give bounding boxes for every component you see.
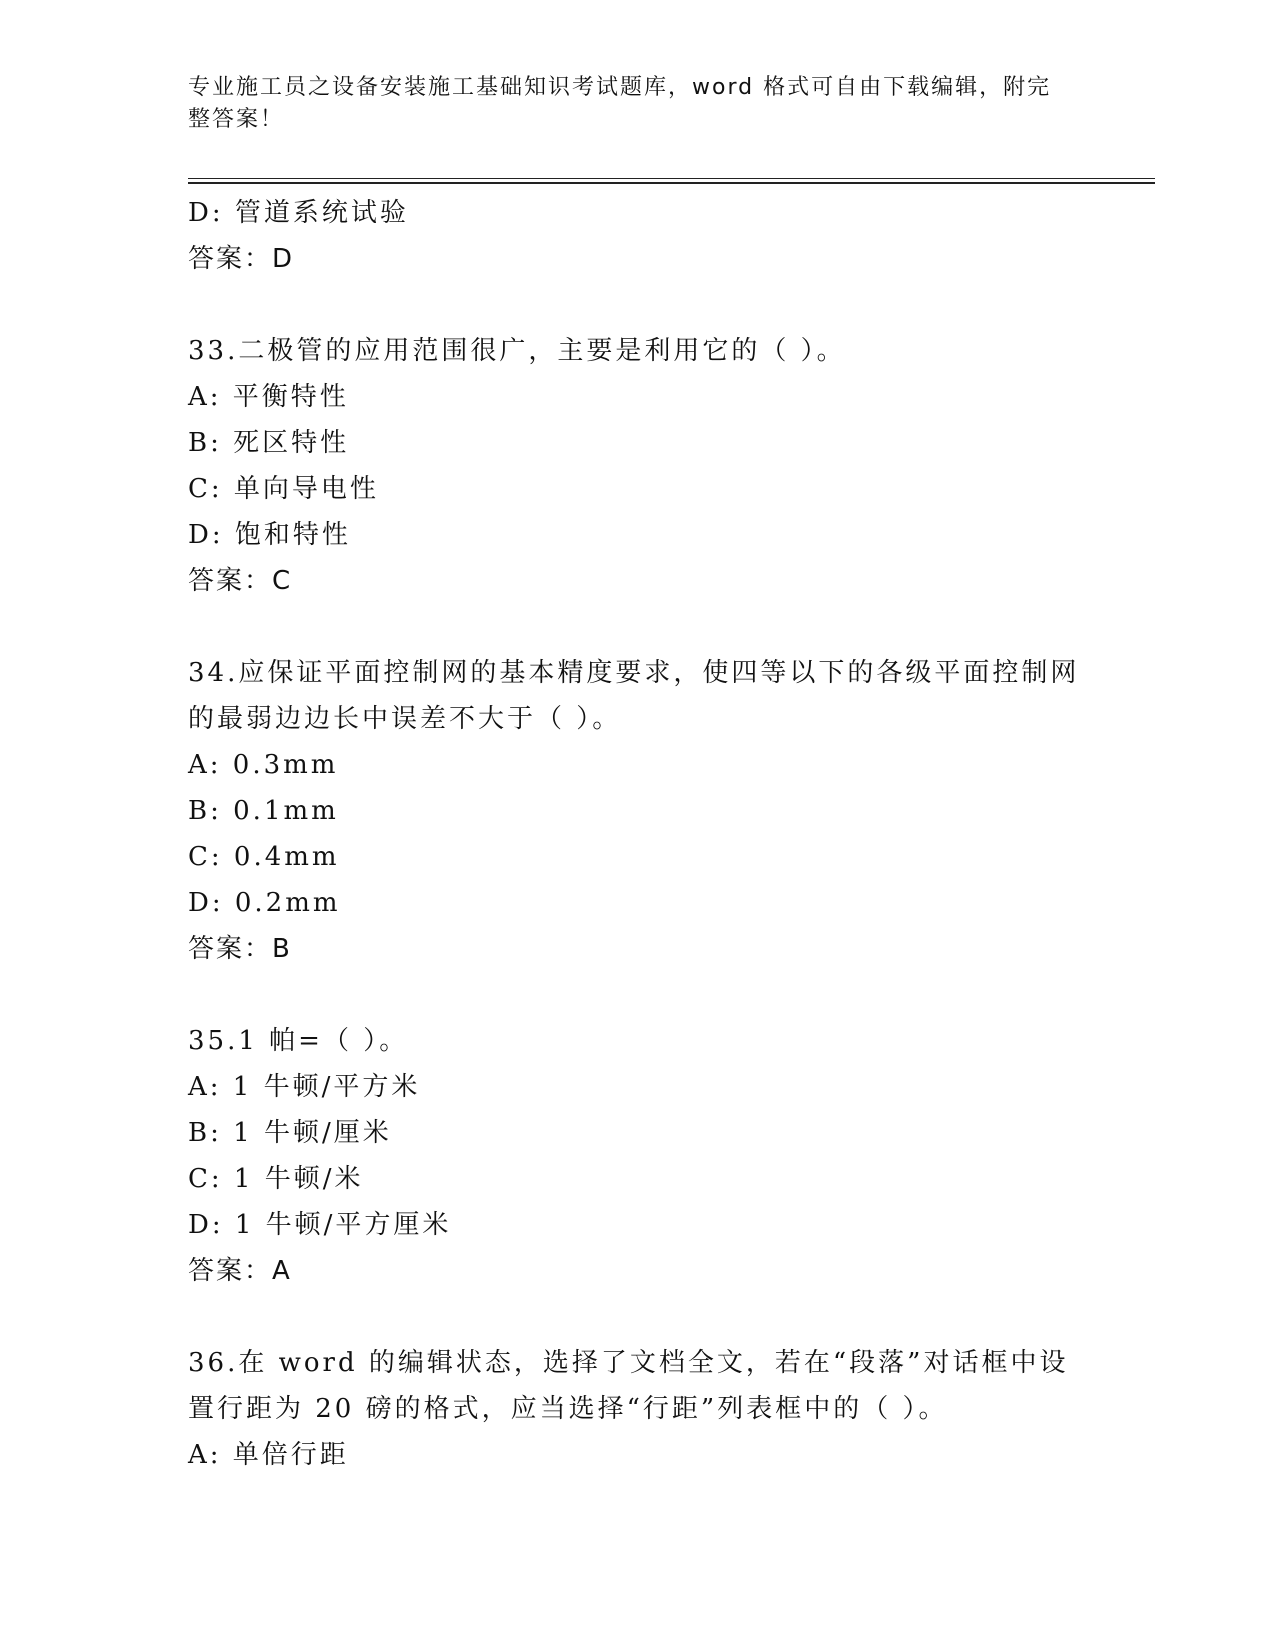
header-divider-thick <box>188 182 1155 184</box>
q35-question: 35.1 帕=（ ）。 <box>188 1026 409 1056</box>
q34-option-a: A: 0.3mm <box>188 750 339 780</box>
spacer <box>188 282 1088 328</box>
question-list <box>188 190 1088 1478</box>
q36-question-line-1: 36.在 word 的编辑状态，选择了文档全文，若在“段落”对话框中设 <box>188 1348 1069 1378</box>
q33-option-d: D: 饱和特性 <box>188 520 351 550</box>
q35-option-a: A: 1 牛顿/平方米 <box>188 1072 421 1102</box>
q34-question-line-2: 的最弱边边长中误差不大于（ ）。 <box>188 704 622 734</box>
q33-option-b: B: 死区特性 <box>188 428 350 458</box>
q32-answer: 答案：D <box>188 244 295 274</box>
q35-option-b: B: 1 牛顿/厘米 <box>188 1118 392 1148</box>
q34-option-c: C: 0.4mm <box>188 842 340 872</box>
q36-question-line-2: 置行距为 20 磅的格式，应当选择“行距”列表框中的（ ）。 <box>188 1394 948 1424</box>
q34-option-d: D: 0.2mm <box>188 888 341 918</box>
q34-question-line-1: 34.应保证平面控制网的基本精度要求，使四等以下的各级平面控制网 <box>188 658 1080 688</box>
header-line-2: 整答案！ <box>188 107 285 132</box>
spacer <box>188 1294 1088 1340</box>
q33-question: 33.二极管的应用范围很广，主要是利用它的（ ）。 <box>188 336 846 366</box>
q35-option-c: C: 1 牛顿/米 <box>188 1164 364 1194</box>
q32-option-d: D: 管道系统试验 <box>188 198 409 228</box>
q33-answer: 答案：C <box>188 566 293 596</box>
q35-option-d: D: 1 牛顿/平方厘米 <box>188 1210 452 1240</box>
q33-option-c: C: 单向导电性 <box>188 474 379 504</box>
q35-answer: 答案：A <box>188 1256 292 1286</box>
header-divider-thin <box>188 178 1155 179</box>
spacer <box>188 972 1088 1018</box>
header-line-1: 专业施工员之设备安装施工基础知识考试题库，word 格式可自由下载编辑，附完 <box>188 75 1052 100</box>
document-header <box>188 72 1068 136</box>
spacer <box>188 604 1088 650</box>
q36-option-a: A: 单倍行距 <box>188 1440 349 1470</box>
q34-option-b: B: 0.1mm <box>188 796 339 826</box>
q33-option-a: A: 平衡特性 <box>188 382 349 412</box>
q34-answer: 答案：B <box>188 934 292 964</box>
